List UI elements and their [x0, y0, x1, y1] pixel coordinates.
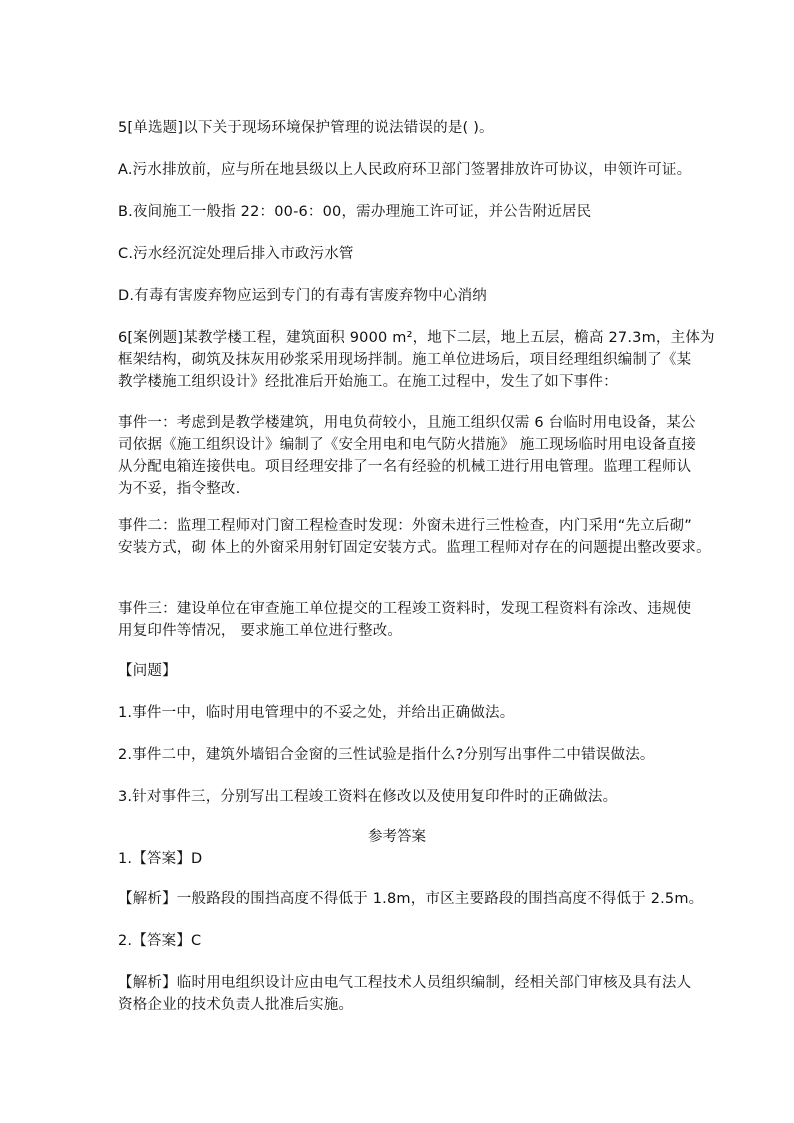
question-6-intro: 6[案例题]某教学楼工程，建筑面积 9000 m²，地下二层，地上五层，檐高 27.3m，主体为 框架结构，砌筑及抹灰用砂浆采用现场拌制。施工单位进场后，项目经理组织编制了《某 教学楼施工组织设计》经批准后开始施工。在施工过程中，发生了如下事件：: [118, 330, 715, 390]
questions-heading: 【问题】: [118, 663, 177, 679]
answers-title: 参考答案: [368, 829, 426, 845]
question-item-2: 2.事件二中，建筑外墙铝合金窗的三性试验是指什么?分别写出事件二中错误做法。: [118, 747, 655, 763]
event-2-paragraph: 事件二：监理工程师对门窗工程检查时发现：外窗未进行三性检查，内门采用“先立后砌” 安装方式，砌 体上的外窗采用射钉固定安装方式。监理工程师对存在的问题提出整改要求。: [118, 518, 711, 556]
event-1-paragraph: 事件一：考虑到是教学楼建筑，用电负荷较小，且施工组织仅需 6 台临时用电设备，某公 司依据《施工组织设计》编制了《安全用电和电气防火措施》 施工现场临时用电设备直接 从分配电箱连接供电。项目经理安排了一名有经验的机械工进行用电管理。监理工程师认 为不妥，指令整改.: [118, 415, 697, 497]
answer-1: 1.【答案】D: [118, 851, 203, 867]
question-item-1: 1.事件一中，临时用电管理中的不妥之处，并给出正确做法。: [118, 705, 515, 721]
event-3-paragraph: 事件三：建设单位在审查施工单位提交的工程竣工资料时，发现工程资料有涂改、违规使 用复印件等情况， 要求施工单位进行整改。: [118, 601, 692, 639]
answer-2: 2.【答案】C: [118, 933, 202, 949]
question-5-option-a: A.污水排放前，应与所在地县级以上人民政府环卫部门签署排放许可协议，申领许可证。: [118, 162, 692, 178]
question-item-3: 3.针对事件三，分别写出工程竣工资料在修改以及使用复印件时的正确做法。: [118, 789, 618, 805]
question-5-stem: 5[单选题]以下关于现场环境保护管理的说法错误的是( )。: [118, 120, 494, 136]
answer-1-explanation: 【解析】一般路段的围挡高度不得低于 1.8m，市区主要路段的围挡高度不得低于 2.5m。: [118, 891, 704, 907]
question-5-option-d: D.有毒有害废弃物应运到专门的有毒有害废弃物中心消纳: [118, 288, 487, 304]
question-5-option-b: B.夜间施工一般指 22：00-6：00，需办理施工许可证，并公告附近居民: [118, 204, 592, 220]
answer-2-explanation: 【解析】临时用电组织设计应由电气工程技术人员组织编制，经相关部门审核及具有法人 资格企业的技术负责人批准后实施。: [118, 975, 692, 1013]
question-5-option-c: C.污水经沉淀处理后排入市政污水管: [118, 246, 354, 262]
